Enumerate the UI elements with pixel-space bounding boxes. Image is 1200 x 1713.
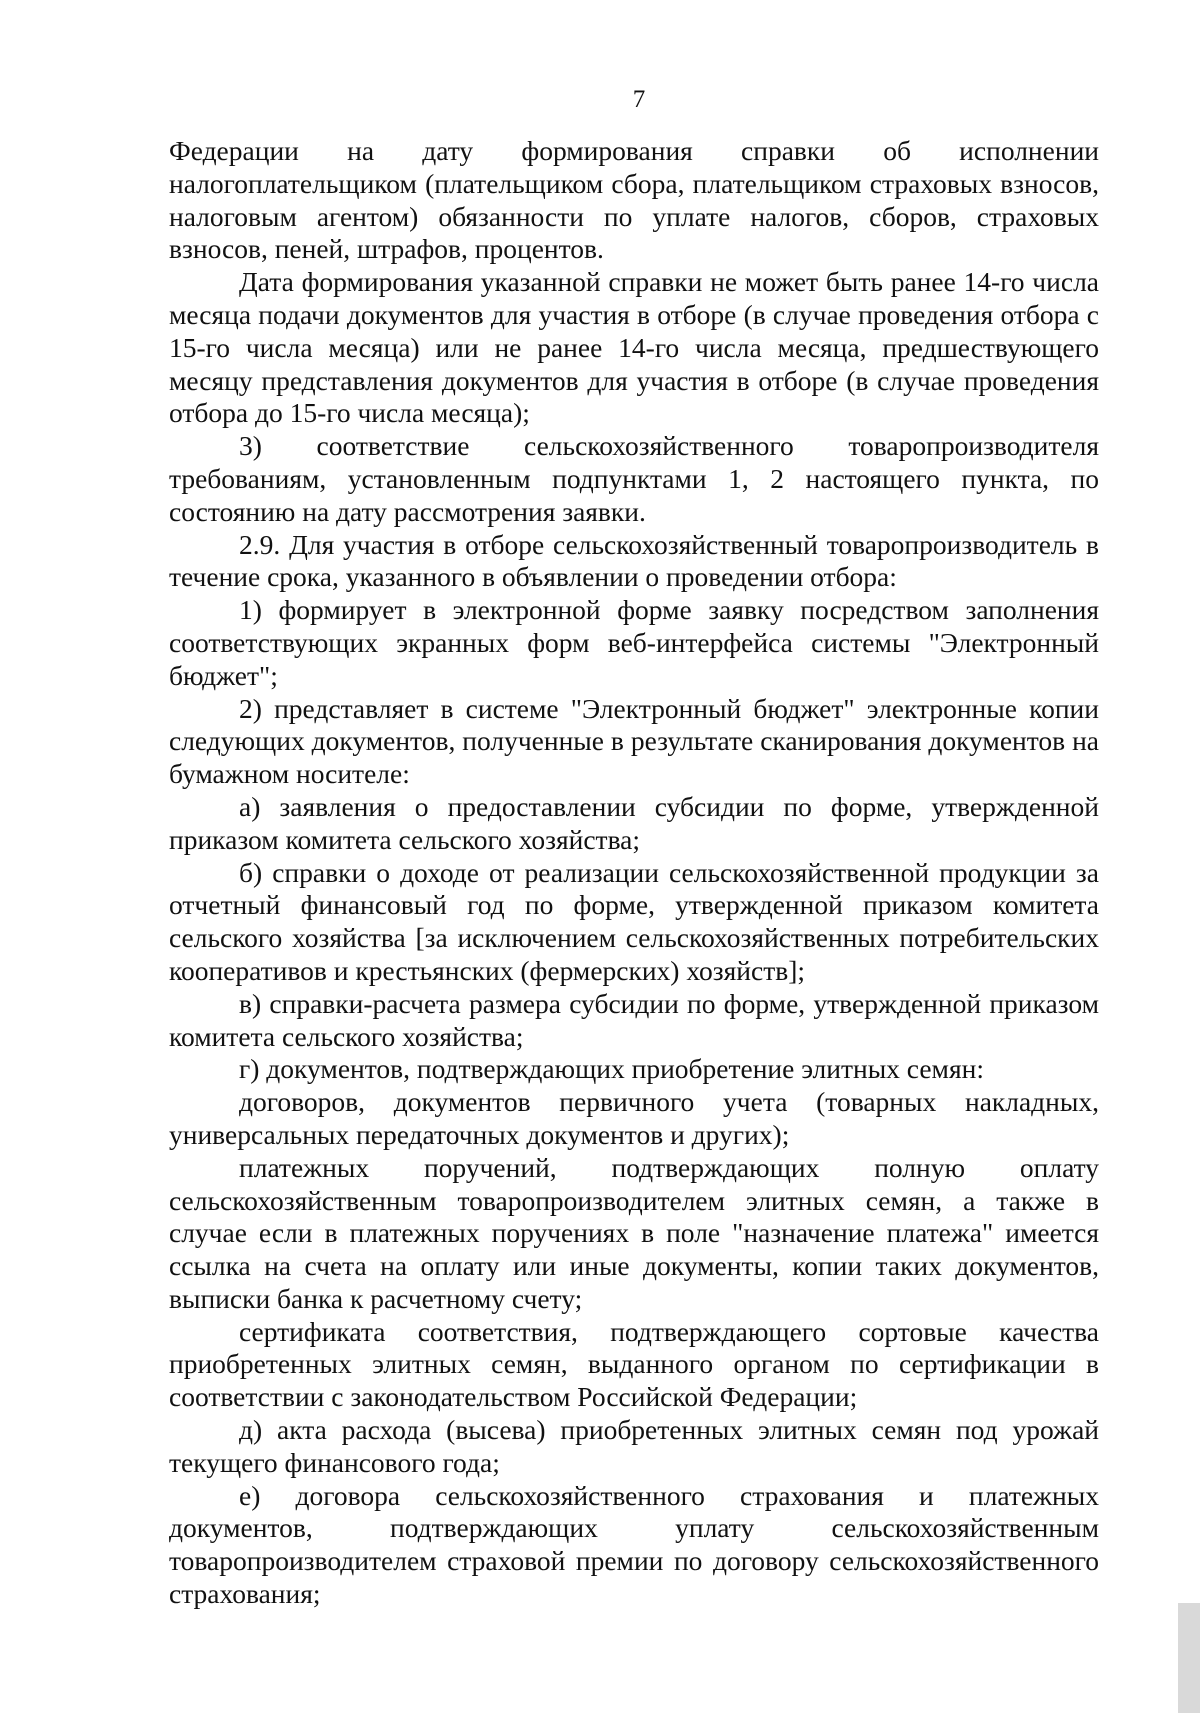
paragraph-15: е) договора сельскохозяйственного страхования и платежных документов, подтверждающих уплату сельскохозяйственным товаропроизводителем страховой премии по договору сельскохозяйственного страхования; xyxy=(169,1479,1099,1610)
paragraph-6: 2) представляет в системе "Электронный бюджет" электронные копии следующих документов, полученные в результате сканирования документов на бумажном носителе: xyxy=(169,692,1099,790)
page-number: 7 xyxy=(632,86,646,113)
paragraph-3: 3) соответствие сельскохозяйственного товаропроизводителя требованиям, установленным подпунктами 1, 2 настоящего пункта, по состоянию на дату рассмотрения заявки. xyxy=(169,430,1099,527)
paragraph-10: г) документов, подтверждающих приобретение элитных семян: xyxy=(239,1053,984,1085)
paragraph-2: Дата формирования указанной справки не может быть ранее 14-го числа месяца подачи документов для участия в отборе (в случае проведения отбора с 15-го числа месяца) или не ранее 14-го числа месяца, предшествующего месяцу представления документов для участия в отборе (в случае проведения отбора до 15-го числа месяца); xyxy=(169,266,1099,429)
paragraph-11: договоров, документов первичного учета (товарных накладных, универсальных передаточных документов и других); xyxy=(169,1086,1099,1150)
paragraph-8: б) справки о доходе от реализации сельскохозяйственной продукции за отчетный финансовый год по форме, утвержденной приказом комитета сельского хозяйства [за исключением сельскохозяйственных потребительских кооперативов и крестьянских (фермерских) хозяйств]; xyxy=(169,856,1099,986)
paragraph-1: Федерации на дату формирования справки об исполнении налогоплательщиком (плательщиком сбора, плательщиком страховых взносов, налоговым агентом) обязанности по уплате налогов, сборов, страховых взносов, пеней, штрафов, процентов. xyxy=(169,135,1099,265)
paragraph-13: сертификата соответствия, подтверждающего сортовые качества приобретенных элитных семян, выданного органом по сертификации в соответствии с законодательством Российской Федерации; xyxy=(169,1315,1099,1413)
paragraph-12: платежных поручений, подтверждающих полную оплату сельскохозяйственным товаропроизводителем элитных семян, а также в случае если в платежных поручениях в поле "назначение платежа" имеется ссылка на счета на оплату или иные документы, копии таких документов, выписки банка к расчетному счету; xyxy=(169,1151,1099,1314)
document-body xyxy=(169,135,1099,1611)
scan-edge-shadow xyxy=(1178,1603,1200,1713)
paragraph-5: 1) формирует в электронной форме заявку посредством заполнения соответствующих экранных форм веб-интерфейса системы "Электронный бюджет"; xyxy=(169,594,1099,691)
paragraph-9: в) справки-расчета размера субсидии по форме, утвержденной приказом комитета сельского хозяйства; xyxy=(169,987,1099,1052)
paragraph-14: д) акта расхода (высева) приобретенных элитных семян под урожай текущего финансового года; xyxy=(169,1414,1099,1478)
paragraph-7: а) заявления о предоставлении субсидии по форме, утвержденной приказом комитета сельского хозяйства; xyxy=(169,790,1099,855)
paragraph-4: 2.9. Для участия в отборе сельскохозяйственный товаропроизводитель в течение срока, указанного в объявлении о проведении отбора: xyxy=(169,528,1099,593)
